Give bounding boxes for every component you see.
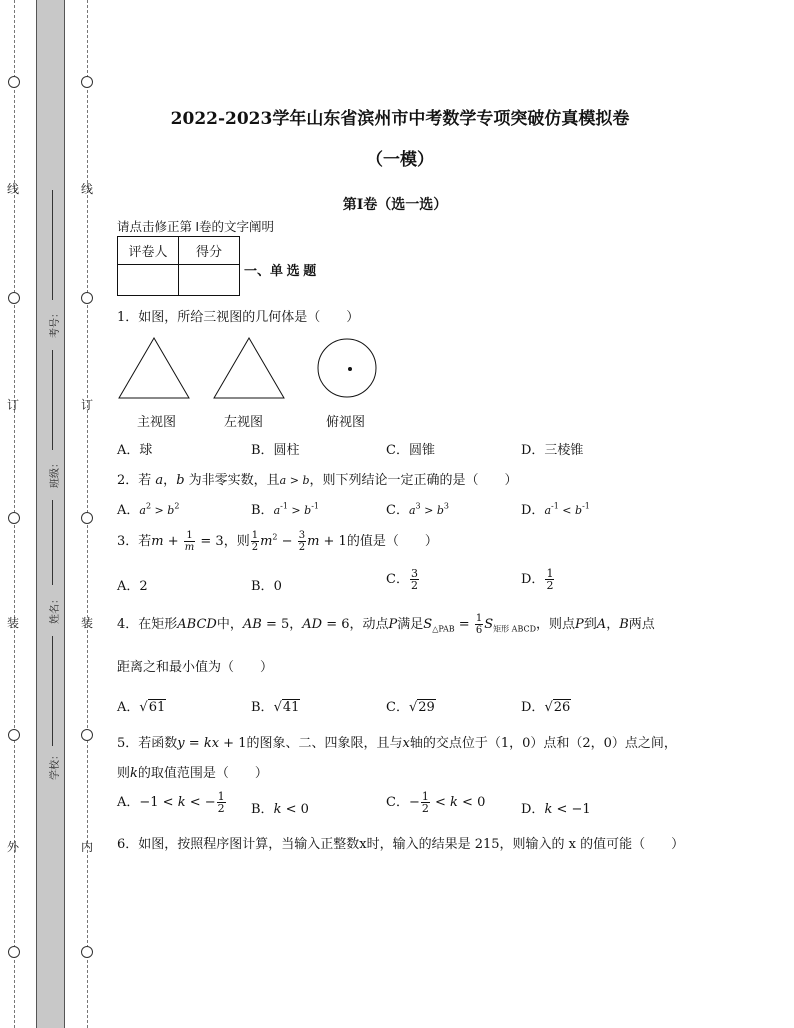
question-4-stem: 4．在矩形ABCD中，AB = 5，AD = 6，动点P满足$S_{\triangle PAB}$ = $\frac{1}{6}$ $S_{矩形 ABCD}$，则点P到A，B两点: [117, 613, 655, 636]
top-view-center-dot: [348, 367, 352, 371]
q1-option-a[interactable]: A．球: [117, 443, 153, 458]
q3-option-d[interactable]: D． $\frac{1}{2}$: [521, 567, 554, 592]
top-view-circle: [318, 339, 376, 397]
q3-option-b[interactable]: B．0: [251, 579, 282, 594]
binding-hole: [81, 292, 93, 304]
instruction-text: 请点击修正第 I卷的文字阐明: [117, 220, 274, 234]
score-header: 得分: [179, 237, 240, 265]
outer-char: 订: [6, 398, 19, 412]
q2-option-a[interactable]: A．$a^2 > b^2$: [117, 501, 180, 518]
question-5-stem: 5．若函数y = kx + 1的图象、二、四象限，且与x轴的交点位于（1，0）点和（2，0）点之间，: [117, 736, 677, 751]
binding-hole: [8, 76, 20, 88]
outer-char: 外: [6, 840, 19, 854]
inner-char: 装: [80, 616, 93, 630]
q4-option-b[interactable]: B．√41: [251, 700, 300, 715]
field-label-exam-number: 考号：: [50, 308, 61, 338]
q5-option-b[interactable]: B．k < 0: [251, 802, 309, 817]
q1-option-b[interactable]: B．圆柱: [251, 443, 300, 458]
q4-option-d[interactable]: D．√26: [521, 700, 571, 715]
q4-option-c[interactable]: C．√29: [386, 700, 435, 715]
binding-hole: [81, 946, 93, 958]
question-3-stem: 3．若m + $\frac{1}{m}$ = 3，则 $\frac{1}{2}$ $m^2$ − $\frac{3}{2}$ m + 1的值是（ ）: [117, 530, 438, 553]
binding-hole: [81, 729, 93, 741]
q2-option-d[interactable]: D．$a^{-1} < b^{-1}$: [521, 501, 590, 518]
q3-option-a[interactable]: A．2: [117, 579, 148, 594]
inner-char: 内: [80, 840, 93, 854]
q1-option-d[interactable]: D．三棱锥: [521, 443, 584, 458]
part-heading: 一、单 选 题: [244, 263, 317, 278]
question-5-line2: 则k的取值范围是（ ）: [117, 766, 268, 781]
side-view-triangle: [214, 338, 284, 398]
binding-hole: [8, 729, 20, 741]
q2-option-c[interactable]: C．$a^3 > b^3$: [386, 501, 449, 518]
binding-hole: [81, 76, 93, 88]
field-label-school: 学校：: [50, 750, 61, 780]
inner-char: 订: [80, 398, 93, 412]
binding-hole: [8, 292, 20, 304]
outer-char: 线: [6, 182, 19, 196]
q5-option-c[interactable]: C．− $\frac{1}{2}$ < k < 0: [386, 790, 486, 815]
page-title: 2022-2023学年山东省滨州市中考数学专项突破仿真模拟卷: [170, 109, 630, 129]
view-label-top: 俯视图: [326, 415, 366, 430]
grade-table: [117, 236, 240, 296]
field-line: [52, 190, 53, 300]
inner-char: 线: [80, 182, 93, 196]
field-line: [52, 636, 53, 746]
question-1-stem: 1．如图，所给三视图的几何体是（ ）: [117, 310, 360, 325]
grader-cell[interactable]: [118, 265, 179, 296]
field-label-name: 姓名：: [50, 594, 61, 624]
q5-option-d[interactable]: D．k < −1: [521, 802, 591, 817]
question-4-line2: 距离之和最小值为（ ）: [117, 660, 274, 675]
question-6-stem: 6．如图，按照程序图计算，当输入正整数x时，输入的结果是 215，则输入的 x 的值可能（ ）: [117, 837, 685, 852]
view-label-side: 左视图: [224, 415, 264, 430]
q3-option-c[interactable]: C． $\frac{3}{2}$: [386, 567, 418, 592]
page-subtitle: （一模）: [366, 150, 434, 170]
score-cell[interactable]: [179, 265, 240, 296]
binding-hole: [8, 946, 20, 958]
outer-char: 装: [6, 616, 19, 630]
grader-header: 评卷人: [118, 237, 179, 265]
binding-strip: [36, 0, 65, 1028]
view-label-front: 主视图: [137, 415, 177, 430]
question-2-stem: 2．若 a，b 为非零实数，且a > b，则下列结论一定正确的是（ ）: [117, 473, 518, 488]
q5-option-a[interactable]: A．−1 < k < − $\frac{1}{2}$: [117, 790, 225, 815]
section-title: 第I卷（选一选）: [342, 197, 448, 213]
q4-option-a[interactable]: A．√61: [117, 700, 166, 715]
binding-hole: [8, 512, 20, 524]
field-label-class: 班级：: [50, 458, 61, 488]
q1-option-c[interactable]: C．圆锥: [386, 443, 435, 458]
front-view-triangle: [119, 338, 189, 398]
q2-option-b[interactable]: B．$a^{-1} > b^{-1}$: [251, 501, 319, 518]
binding-hole: [81, 512, 93, 524]
field-line: [52, 500, 53, 585]
field-line: [52, 350, 53, 450]
three-view-figure: [110, 334, 390, 404]
